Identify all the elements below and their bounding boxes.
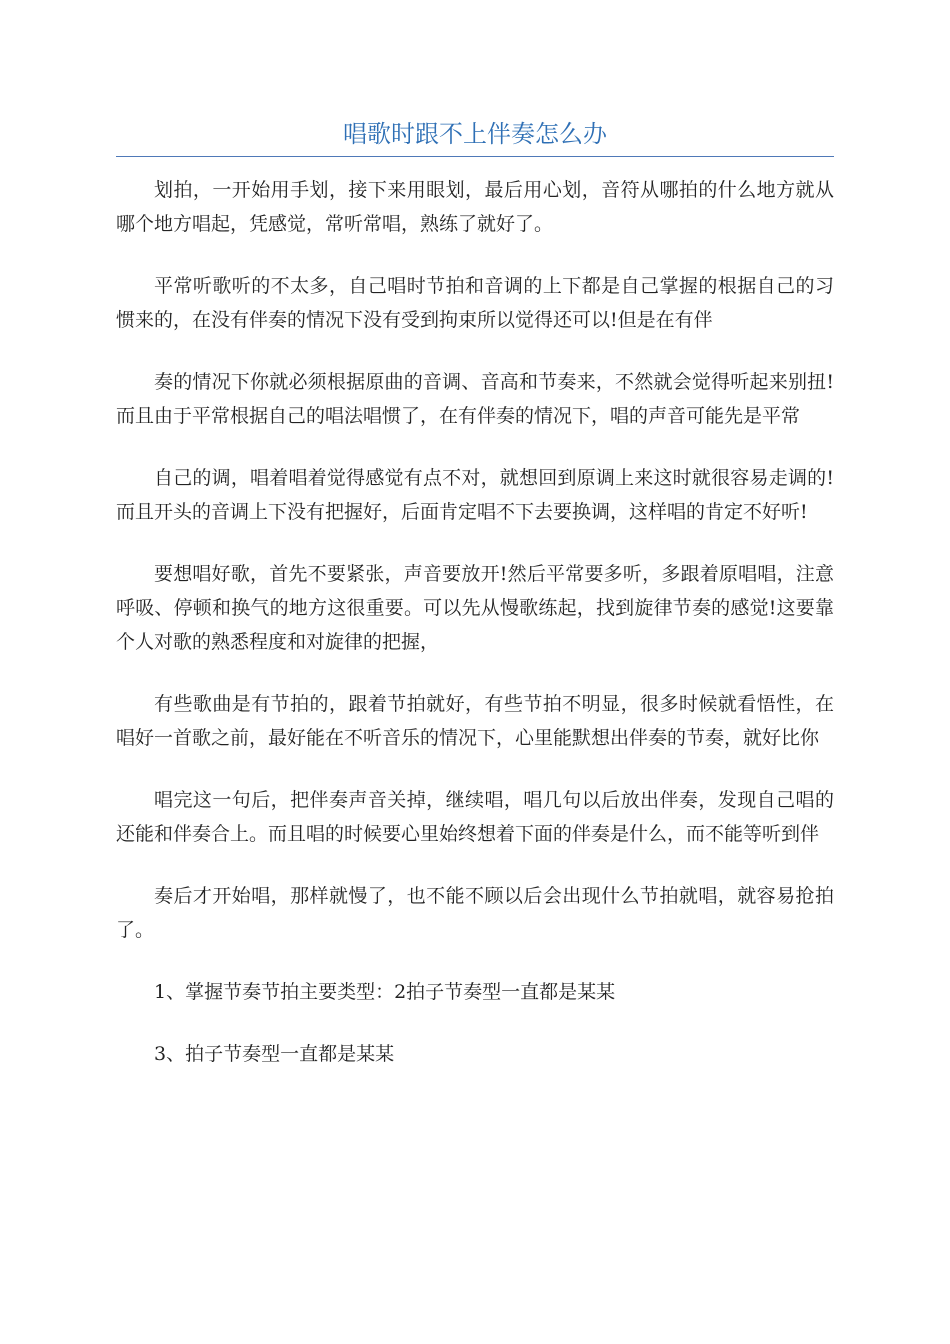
paragraph: 平常听歌听的不太多，自己唱时节拍和音调的上下都是自己掌握的根据自己的习惯来的，在没有伴奏的情况下没有受到拘束所以觉得还可以!但是在有伴	[116, 275, 834, 331]
paragraph: 奏的情况下你就必须根据原曲的音调、音高和节奏来，不然就会觉得听起来别扭!而且由于平常根据自己的唱法唱惯了，在有伴奏的情况下，唱的声音可能先是平常	[116, 371, 834, 427]
paragraph: 唱完这一句后，把伴奏声音关掉，继续唱，唱几句以后放出伴奏，发现自己唱的还能和伴奏合上。而且唱的时候要心里始终想着下面的伴奏是什么，而不能等听到伴	[116, 789, 834, 845]
paragraph: 奏后才开始唱，那样就慢了，也不能不顾以后会出现什么节拍就唱，就容易抢拍了。	[116, 885, 834, 941]
list-item: 1、掌握节奏节拍主要类型：2拍子节奏型一直都是某某	[154, 981, 616, 1003]
page-title: 唱歌时跟不上伴奏怎么办	[343, 120, 607, 148]
paragraph: 要想唱好歌，首先不要紧张，声音要放开!然后平常要多听，多跟着原唱唱，注意呼吸、停顿和换气的地方这很重要。可以先从慢歌练起，找到旋律节奏的感觉!这要靠个人对歌的熟悉程度和对旋律的把握，	[116, 563, 834, 653]
document-body	[116, 173, 834, 1099]
list-item: 3、拍子节奏型一直都是某某	[154, 1043, 395, 1065]
paragraph: 自己的调，唱着唱着觉得感觉有点不对，就想回到原调上来这时就很容易走调的!而且开头的音调上下没有把握好，后面肯定唱不下去要换调，这样唱的肯定不好听!	[116, 467, 834, 523]
paragraph: 划拍，一开始用手划，接下来用眼划，最后用心划，音符从哪拍的什么地方就从哪个地方唱起，凭感觉，常听常唱，熟练了就好了。	[116, 179, 834, 235]
title-block	[116, 112, 834, 157]
paragraph: 有些歌曲是有节拍的，跟着节拍就好，有些节拍不明显，很多时候就看悟性，在唱好一首歌之前，最好能在不听音乐的情况下，心里能默想出伴奏的节奏，就好比你	[116, 693, 834, 749]
